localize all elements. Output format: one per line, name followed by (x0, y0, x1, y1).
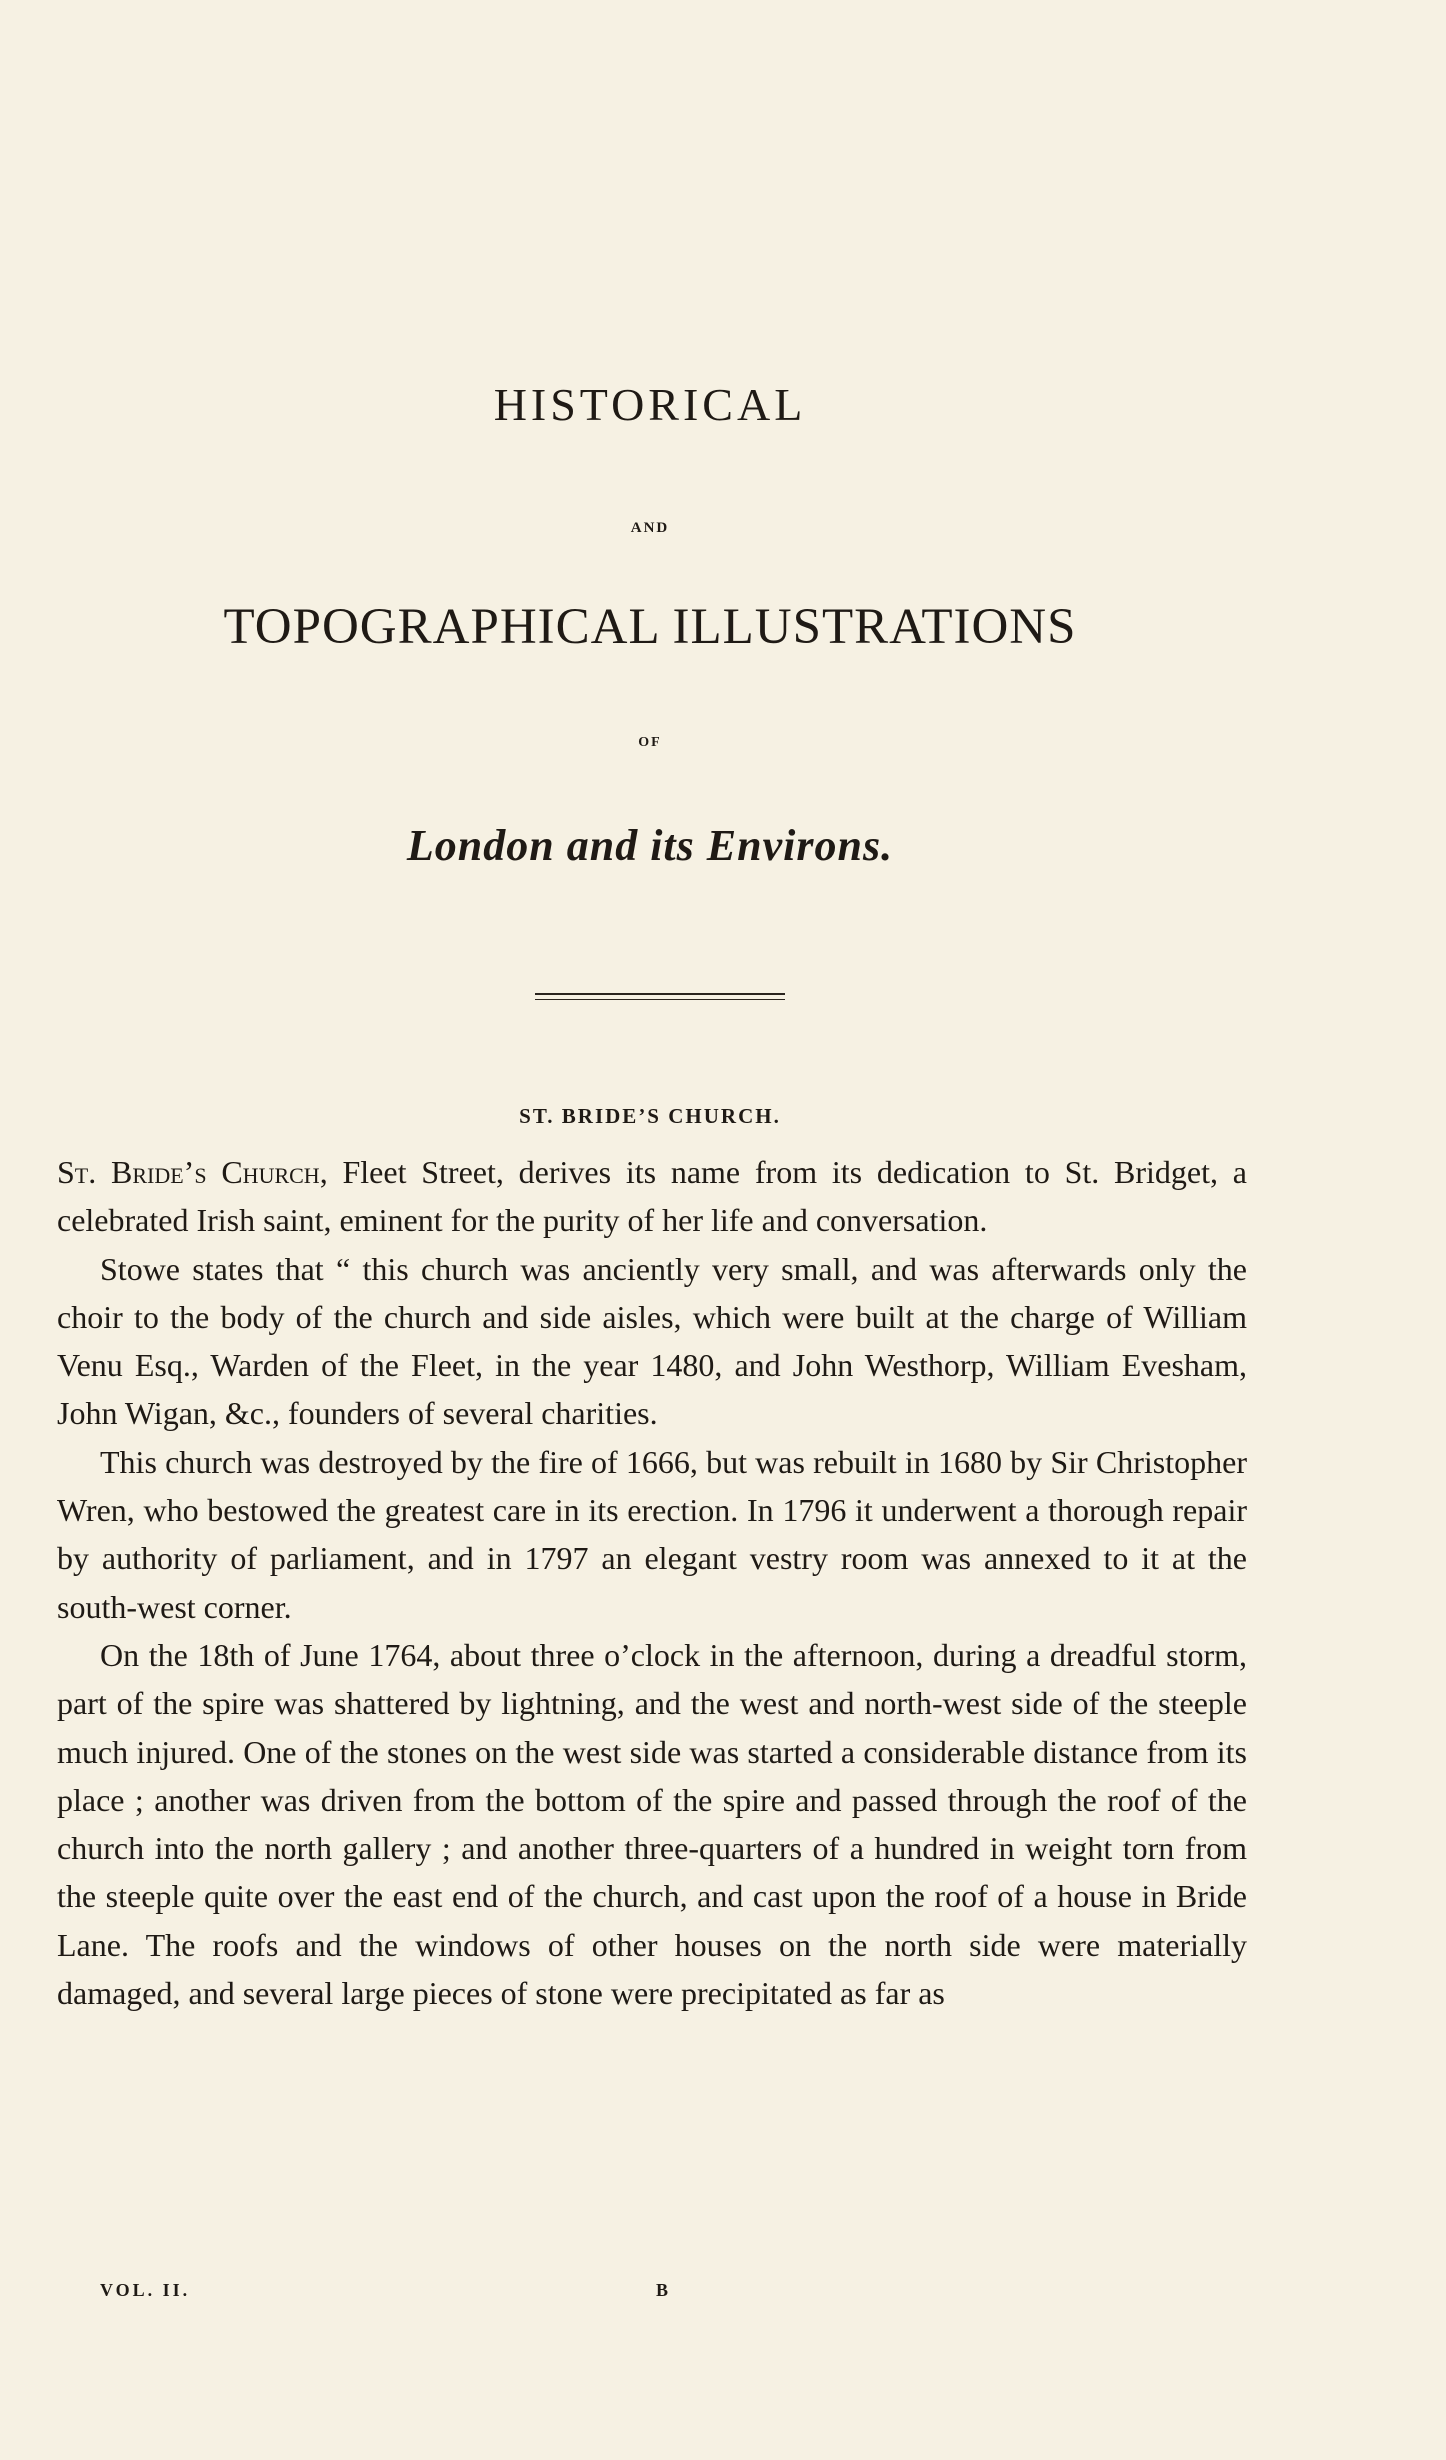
body-text (57, 1148, 1247, 2017)
paragraph-2: Stowe states that “ this church was anciently very small, and was afterwards only the choir to the body of the church and side aisles, which were built at the charge of William Venu Esq., Warden of the Fleet, in the year 1480, and John Westhorp, William Evesham, John Wigan, &c., founders of several charities. (57, 1250, 1247, 1432)
paragraph-3: This church was destroyed by the fire of 1666, but was rebuilt in 1680 by Sir Christopher Wren, who bestowed the greatest care in its erection. In 1796 it underwent a thorough repair by authority of parliament, and in 1797 an elegant vestry room was annexed to it at the south-west corner. (57, 1443, 1247, 1625)
title-divider-thin (535, 999, 785, 1000)
footer-volume: VOL. II. (100, 2280, 191, 2300)
title-topographical-illustrations: TOPOGRAPHICAL ILLUSTRATIONS (223, 599, 1077, 655)
paragraph-1 (57, 1148, 1247, 1245)
title-and: AND (630, 520, 670, 536)
footer-signature: B (656, 2280, 672, 2300)
paragraph-1-text: Fleet Street, derives its name from its dedication to St. Bridget, a celebrated Irish saint, eminent for the purity of her life and conversation. (57, 1154, 1248, 1239)
title-london-and-environs: London and its Environs. (406, 821, 894, 870)
title-divider (535, 993, 785, 995)
section-heading: ST. BRIDE’S CHURCH. (519, 1104, 781, 1128)
paragraph-1-lead: St. Bride’s Church, (57, 1154, 328, 1190)
paragraph-4: On the 18th of June 1764, about three o’clock in the afternoon, during a dreadful storm, part of the spire was shattered by lightning, and the west and north-west side of the steeple much injured. One of the stones on the west side was started a considerable distance from its place ; another was driven from the bottom of the spire and passed through the roof of the church into the north gallery ; and another three-quarters of a hundred in weight torn from the steeple quite over the east end of the church, and cast upon the roof of a house in Bride Lane. The roofs and the windows of other houses on the north side were materially damaged, and several large pieces of stone were precipitated as far as (57, 1636, 1247, 2012)
title-of: OF (638, 735, 662, 750)
title-historical: HISTORICAL (493, 379, 807, 430)
